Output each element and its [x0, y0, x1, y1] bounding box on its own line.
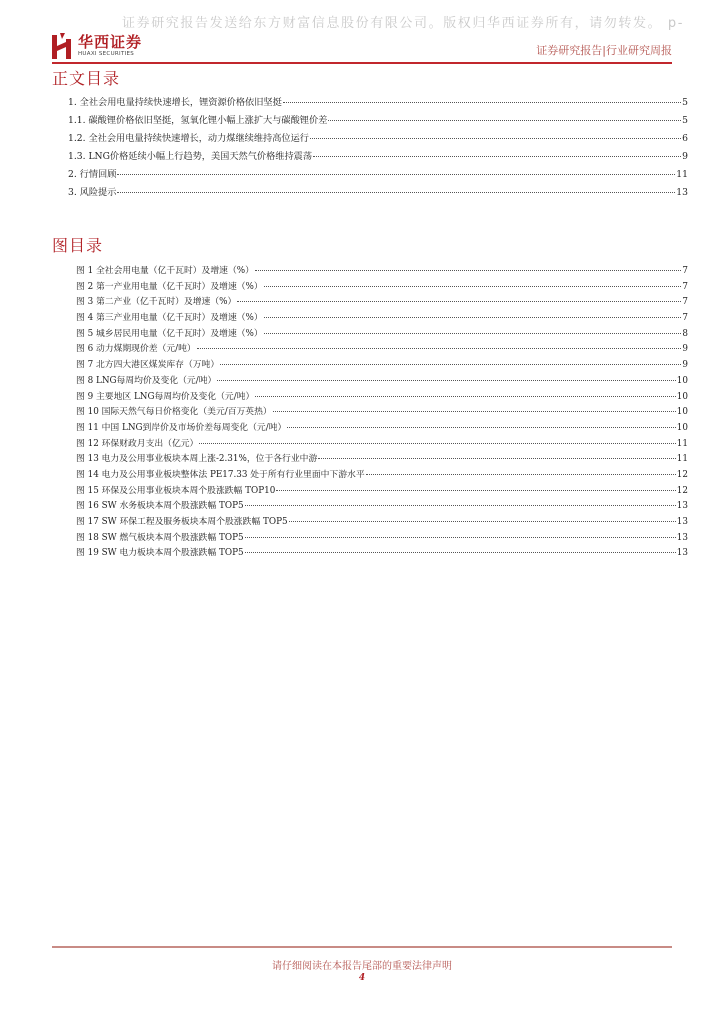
figure-toc-entry[interactable]: [68, 389, 688, 405]
figure-toc-entry[interactable]: [68, 326, 688, 342]
toc-entry-label: 2. 行情回顾: [68, 169, 117, 180]
toc-dot-leader: [366, 474, 676, 475]
toc-entry-label: 图 10 国际天然气每日价格变化（美元/百万英热）: [76, 407, 272, 418]
huaxi-logo-icon: [52, 33, 72, 59]
brand-name-cn: 华西证券: [78, 33, 143, 51]
toc-entry-page: 11: [676, 438, 688, 449]
report-type-label: 证券研究报告|行业研究周报: [536, 44, 672, 57]
toc-entry-label: 图 19 SW 电力板块本周个股涨跌幅 TOP5: [76, 548, 244, 559]
toc-dot-leader: [283, 102, 681, 103]
toc-dot-leader: [117, 192, 675, 193]
toc-entry-page: 10: [676, 375, 688, 386]
toc-entry-page: 10: [676, 391, 688, 402]
toc-dot-leader: [217, 380, 676, 381]
toc-dot-leader: [255, 396, 676, 397]
brand-name-en: HUAXI SECURITIES: [78, 51, 135, 57]
toc-entry-label: 图 16 SW 水务板块本周个股涨跌幅 TOP5: [76, 501, 244, 512]
toc-entry-label: 图 5 城乡居民用电量（亿千瓦时）及增速（%）: [76, 328, 263, 339]
toc-dot-leader: [117, 174, 675, 175]
toc-entry-page: 6: [682, 133, 688, 144]
figure-toc-entry[interactable]: [68, 279, 688, 295]
toc-entry-page: 13: [676, 187, 688, 198]
toc-entry-page: 10: [676, 422, 688, 433]
toc-entry-page: 7: [682, 297, 688, 308]
toc-dot-leader: [273, 411, 676, 412]
toc-entry-label: 1.3. LNG价格延续小幅上行趋势，美国天然气价格维持震荡: [68, 151, 313, 162]
toc-dot-leader: [245, 505, 676, 506]
toc-dot-leader: [289, 521, 676, 522]
footer-divider: [52, 946, 672, 948]
figure-toc-entry[interactable]: [68, 498, 688, 514]
toc-dot-leader: [237, 301, 681, 302]
toc-entry-label: 图 8 LNG每周均价及变化（元/吨）: [76, 375, 217, 386]
figure-toc-entry[interactable]: [68, 545, 688, 561]
toc-entry-label: 图 2 第一产业用电量（亿千瓦时）及增速（%）: [76, 281, 263, 292]
header-divider: [52, 62, 672, 64]
toc-entry-page: 5: [682, 115, 688, 126]
toc-entry-label: 图 12 环保财政月支出（亿元）: [76, 438, 199, 449]
toc-entry-page: 7: [682, 266, 688, 276]
toc-entry-label: 图 1 全社会用电量（亿千瓦时）及增速（%）: [76, 266, 254, 276]
page-number: 4: [358, 973, 366, 983]
toc-entry-label: 3. 风险提示: [68, 187, 117, 198]
figure-toc-entry[interactable]: [68, 310, 688, 326]
text-toc-entry[interactable]: [68, 166, 688, 184]
toc-entry-page: 7: [682, 281, 688, 292]
figure-toc-entry[interactable]: [68, 467, 688, 483]
toc-entry-page: 11: [676, 169, 688, 180]
figure-toc-entry[interactable]: [68, 341, 688, 357]
toc-entry-label: 图 14 电力及公用事业板块整体法 PE17.33 处于所有行业里面中下游水平: [76, 469, 365, 480]
figure-toc-entry[interactable]: [68, 530, 688, 546]
toc-entry-page: 5: [682, 97, 688, 108]
figure-toc-entry[interactable]: [68, 436, 688, 452]
text-toc-entry[interactable]: [68, 148, 688, 166]
toc-entry-page: 9: [682, 360, 688, 371]
figure-toc-entry[interactable]: [68, 451, 688, 467]
toc-entry-page: 12: [676, 485, 688, 496]
figure-toc-entry[interactable]: [68, 483, 688, 499]
text-toc-entry[interactable]: [68, 112, 688, 130]
toc-entry-label: 图 18 SW 燃气板块本周个股涨跌幅 TOP5: [76, 532, 244, 543]
toc-entry-label: 图 13 电力及公用事业板块本周上涨-2.31%，位于各行业中游: [76, 454, 318, 465]
figure-toc-entry[interactable]: [68, 263, 688, 279]
toc-dot-leader: [318, 458, 676, 459]
toc-entry-page: 11: [676, 454, 688, 465]
toc-entry-label: 1.1. 碳酸锂价格依旧坚挺，氢氧化锂小幅上涨扩大与碳酸锂价差: [68, 115, 328, 126]
toc-entry-label: 图 11 中国 LNG到岸价及市场价差每周变化（元/吨）: [76, 422, 287, 433]
toc-dot-leader: [310, 138, 681, 139]
text-toc-entry[interactable]: [68, 94, 688, 112]
text-toc-title: 正文目录: [52, 69, 121, 88]
figure-toc-title: 图目录: [52, 236, 104, 255]
toc-dot-leader: [276, 490, 675, 491]
toc-dot-leader: [264, 333, 682, 334]
toc-dot-leader: [255, 270, 681, 271]
toc-entry-page: 12: [676, 469, 688, 480]
figure-toc-entry[interactable]: [68, 357, 688, 373]
toc-entry-label: 1. 全社会用电量持续快速增长，锂资源价格依旧坚挺: [68, 97, 282, 108]
toc-entry-label: 图 4 第三产业用电量（亿千瓦时）及增速（%）: [76, 313, 263, 324]
toc-entry-label: 图 6 动力煤期现价差（元/吨）: [76, 344, 196, 355]
toc-dot-leader: [245, 537, 676, 538]
toc-dot-leader: [245, 552, 676, 553]
watermark-text: 证券研究报告发送给东方财富信息股份有限公司。版权归华西证券所有，请勿转发。 p-: [122, 16, 685, 31]
toc-dot-leader: [197, 348, 682, 349]
toc-entry-page: 7: [682, 313, 688, 324]
toc-entry-page: 13: [676, 501, 688, 512]
toc-entry-label: 图 9 主要地区 LNG每周均价及变化（元/吨）: [76, 391, 255, 402]
toc-dot-leader: [264, 317, 682, 318]
toc-dot-leader: [328, 120, 681, 121]
figure-toc-entry[interactable]: [68, 420, 688, 436]
toc-entry-page: 13: [676, 548, 688, 559]
toc-entry-page: 9: [682, 151, 688, 162]
toc-entry-label: 1.2. 全社会用电量持续快速增长，动力煤继续维持高位运行: [68, 133, 309, 144]
toc-entry-page: 13: [676, 532, 688, 543]
toc-dot-leader: [264, 286, 682, 287]
legal-disclaimer-link[interactable]: 请仔细阅读在本报告尾部的重要法律声明: [272, 961, 452, 972]
toc-entry-label: 图 3 第二产业（亿千瓦时）及增速（%）: [76, 297, 237, 308]
figure-toc-entry[interactable]: [68, 373, 688, 389]
text-toc-entry[interactable]: [68, 130, 688, 148]
text-toc-list: [68, 94, 688, 202]
figure-toc-entry[interactable]: [68, 404, 688, 420]
toc-dot-leader: [313, 156, 681, 157]
toc-entry-label: 图 7 北方四大港区煤炭库存（万吨）: [76, 360, 220, 371]
toc-entry-label: 图 17 SW 环保工程及服务板块本周个股涨跌幅 TOP5: [76, 517, 288, 527]
toc-entry-page: 9: [682, 344, 688, 355]
toc-dot-leader: [220, 364, 681, 365]
toc-entry-label: 图 15 环保及公用事业板块本周个股涨跌幅 TOP10: [76, 485, 276, 496]
figure-toc-entry[interactable]: [68, 294, 688, 310]
figure-toc-entry[interactable]: [68, 514, 688, 530]
figure-toc-list: [68, 263, 688, 561]
text-toc-entry[interactable]: [68, 184, 688, 202]
toc-entry-page: 13: [676, 517, 688, 527]
toc-entry-page: 8: [682, 328, 688, 339]
toc-entry-page: 10: [676, 407, 688, 418]
toc-dot-leader: [287, 427, 676, 428]
toc-dot-leader: [199, 443, 675, 444]
